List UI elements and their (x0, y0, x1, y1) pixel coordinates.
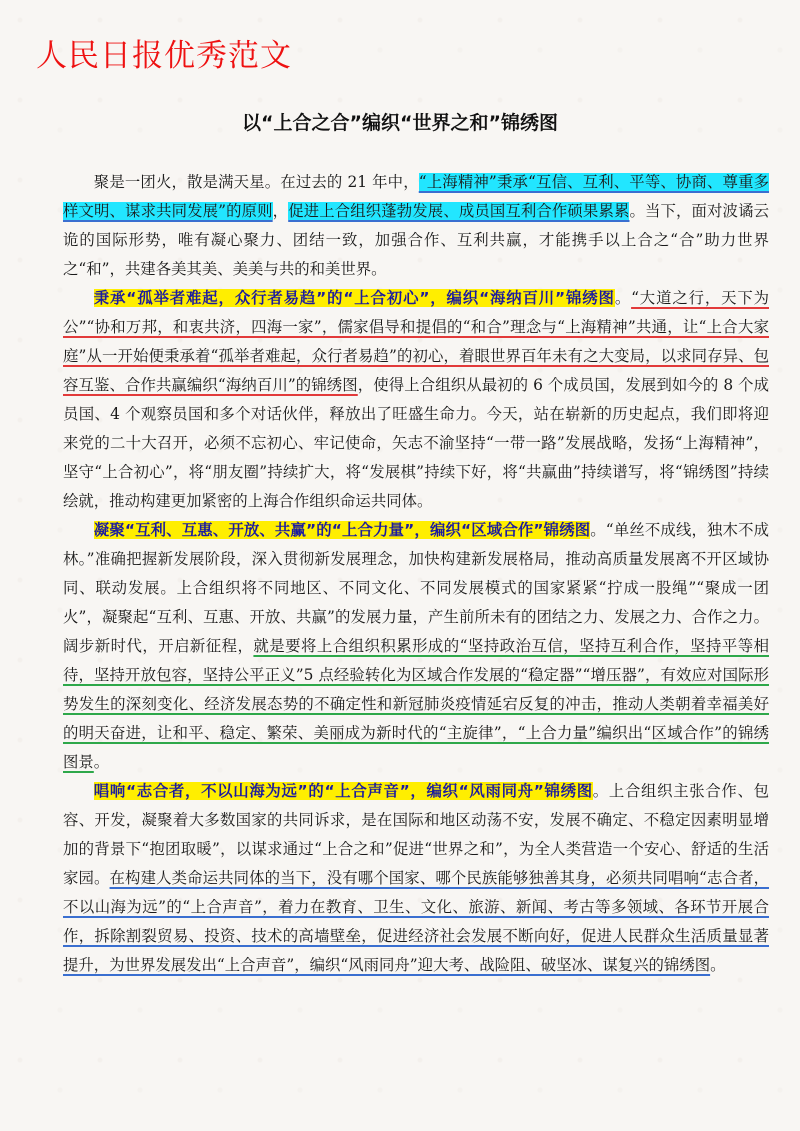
article-title: 以“上合之合”编织“世界之和”锦绣图 (242, 112, 558, 134)
p2-underlined-text: “大道之行，天下为公”“协和万邦，和衷共济，四海一家”，儒家倡导和提倡的“和合”理念与“上海精神”共通，让“上合大家庭”从一开始便秉承着“孤举者难起，众行者易趋”的初心，着眼世界百年未有之大变局，以求同存异、包容互鉴、合作共赢编织“海纳百川”的锦绣图 (63, 289, 769, 394)
p3-section-heading: 凝聚“互利、互惠、开放、共赢”的“上合力量”，编织“区域合作”锦绣图 (93, 521, 591, 539)
p3-underlined-text: 就是要将上合组织积累形成的“坚持政治互信，坚持互利合作，坚持平等相待，坚持开放包容，坚持公平正义”5 点经验转化为区域合作发展的“稳定器”“增压器”，有效应对国际形势发生的深刻变化、经济发展态势的不确定性和新冠肺炎疫情延宕反复的冲击，推动人类朝着幸福美好的明天奋进，让和平、稳定、繁荣、美丽成为新时代的“主旋律”，“上合力量”编织出“区域合作”的锦绣图景 (63, 637, 769, 771)
paragraph-4 (63, 777, 769, 980)
p1-highlight-principle: “上海精神”秉承“互信、互利、平等、协商、尊重多样文明、谋求共同发展”的原则 (63, 173, 770, 220)
p2-text-c: ，使得上合组织从最初的 6 个成员国，发展到如今的 8 个成员国、4 个观察员国和多个对话伙伴，释放出了旺盛生命力。今天，站在崭新的历史起点，我们即将迎来党的二十大召开，必须不忘初心、牢记使命，矢志不渝坚持“一带一路”发展战略，发扬“上海精神”，坚守“上合初心”，将“朋友圈”持续扩大，将“发展棋”持续下好，将“共赢曲”持续谱写，将“锦绣图”持续绘就，推动构建更加紧密的上海合作组织命运共同体。 (63, 376, 769, 510)
p4-underlined-text: 在构建人类命运共同体的当下，没有哪个国家、哪个民族能够独善其身，必须共同唱响“志合者，不以山海为远”的“上合声音”，着力在教育、卫生、文化、旅游、新闻、考古等多领域、各环节开展合作，拆除割裂贸易、投资、技术的高墙壁垒，促进经济社会发展不断向好，促进人民群众生活质量显著提升，为世界发展发出“上合声音”，编织“风雨同舟”迎大考、战险阻、破坚冰、谋复兴的锦绣图 (63, 869, 769, 974)
p3-text-c: 。 (93, 753, 110, 771)
paragraph-3 (63, 516, 769, 777)
p1-text-a: 聚是一团火，散是满天星。在过去的 21 年中， (93, 173, 419, 191)
article-body (63, 168, 769, 980)
brand-header: 人民日报优秀范文 (36, 38, 292, 74)
paragraph-2 (63, 284, 769, 516)
p1-text-e: 。当下，面对波谲云诡的国际形势，唯有凝心聚力、团结一致，加强合作、互利共赢，才能携手以上合之“合”助力世界之“和”，共建各美其美、美美与共的和美世界。 (63, 202, 769, 278)
p2-section-heading: 秉承“孤举者难起，众行者易趋”的“上合初心”，编织“海纳百川”锦绣图 (93, 289, 615, 307)
p3-text-a: 。“单丝不成线，独木不成林。”准确把握新发展阶段，深入贯彻新发展理念，加快构建新发展格局，推动高质量发展离不开区域协同、联动发展。上合组织将不同地区、不同文化、不同发展模式的国家紧紧“拧成一股绳”“聚成一团火”，凝聚起“互利、互惠、开放、共赢”的发展力量，产生前所未有的团结之力、发展之力、合作之力。阔步新时代，开启新征程， (63, 521, 769, 655)
p1-highlight-achievement: 促进上合组织蓬勃发展、成员国互利合作硕果累累 (288, 202, 630, 220)
p4-text-a: 。上合组织主张合作、包容、开发，凝聚着大多数国家的共同诉求，是在国际和地区动荡不安，发展不确定、不稳定因素明显增加的背景下“抱团取暖”，以谋求通过“上合之和”促进“世界之和”，为全人类营造一个安心、舒适的生活家园。 (63, 782, 769, 887)
p4-section-heading: 唱响“志合者，不以山海为远”的“上合声音”，编织“风雨同舟”锦绣图 (93, 782, 593, 800)
p4-text-c: 。 (710, 956, 726, 974)
p2-text-a: 。 (614, 289, 632, 307)
paragraph-1 (63, 168, 769, 284)
p1-text-c: ， (272, 202, 289, 220)
